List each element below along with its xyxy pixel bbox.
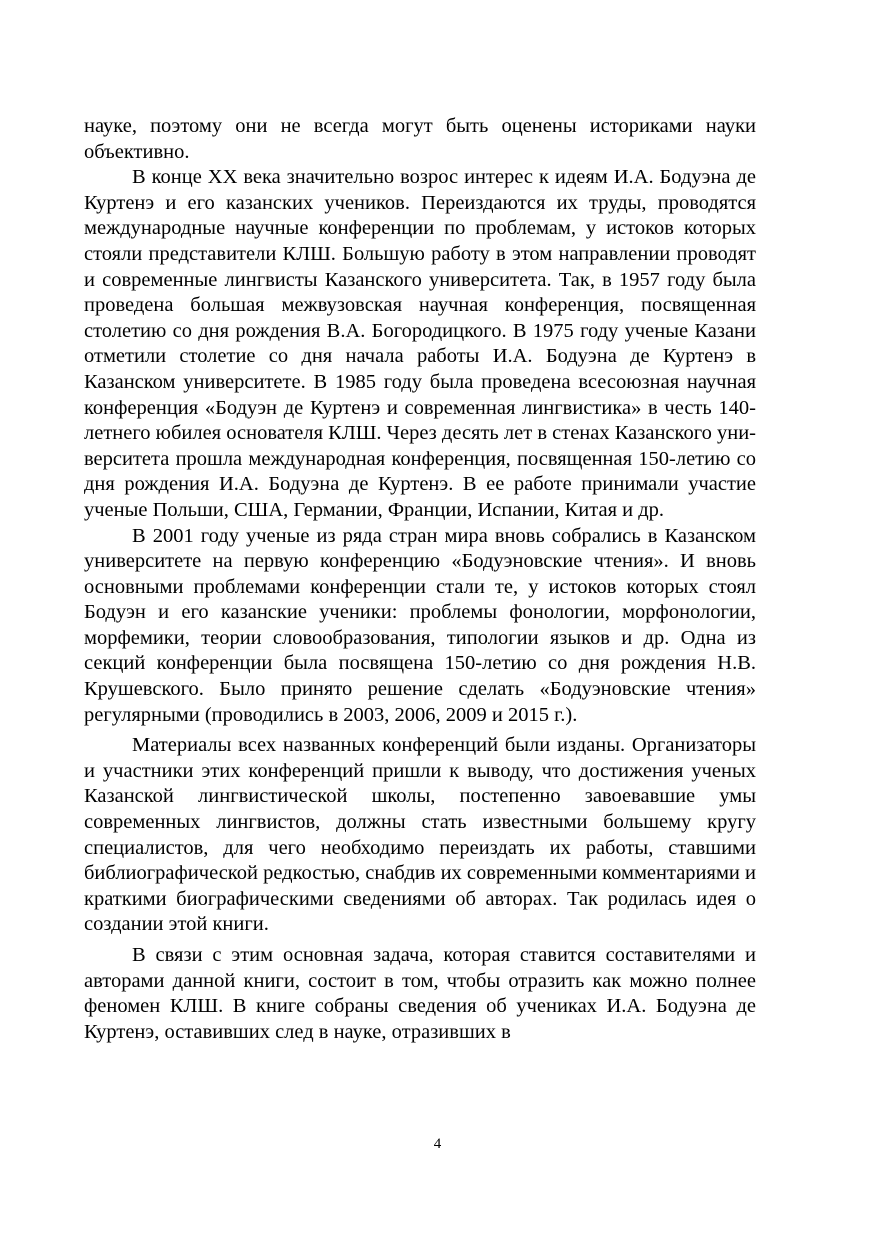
paragraph: Материалы всех названных конференций были изданы. Организаторы и участники этих конференций пришли к выводу, что достижения ученых Казанской лингвистической школы, постепенно завоевавшие умы современных лингвистов, должны стать известными большему кругу специалистов, для чего необходимо переиздать их работы, ставшими библиографической редкостью, снабдив их современными комментариями и краткими биографическими сведениями об авторах. Так родилась идея о создании этой книги.	[84, 734, 756, 936]
paragraph: В конце XX века значительно возрос интерес к идеям И.А. Бодуэна де Куртенэ и его казанских учеников. Переиздаются их труды, проводятся международные научные конференции по проблемам, у истоков которых стояли представители КЛШ. Большую работу в этом направлении проводят и современные лингвисты Казанского университета. Так, в 1957 году была проведена большая межвузовская научная конференция, посвященная столетию со дня рождения В.А. Богородицкого. В 1975 году ученые Казани отметили столетие со дня начала работы И.А. Бодуэна де Куртенэ в Казанском университете. В 1985 году была проведена всесоюзная научная конференция «Бодуэн де Куртенэ и современная лингвистика» в честь 140-летнего юбилея основателя КЛШ. Через десять лет в стенах Казанского университета прошла международная конференция, посвященная 150-летию со дня рождения И.А. Бодуэна де Куртенэ. В ее работе принимали участие ученые Польши, США, Германии, Франции, Испании, Китая и др.	[84, 166, 756, 521]
page-number: 4	[433, 1136, 442, 1152]
body-text	[84, 114, 756, 1045]
paragraph: В 2001 году ученые из ряда стран мира вновь собрались в Казанском университете на первую конференцию «Бодуэновские чтения». И вновь основными проблемами конференции стали те, у истоков которых стоял Бодуэн и его казанские ученики: проблемы фонологии, морфонологии, морфемики, теории словообразования, типологии языков и др. Одна из секций конференции была посвящена 150-летию со дня рождения Н.В. Крушевского. Было принято решение сделать «Бодуэновские чтения» регулярными (проводились в 2003, 2006, 2009 и 2015 г.).	[84, 524, 756, 726]
paragraph: науке, поэтому они не всегда могут быть оценены историками науки объективно.	[84, 115, 756, 163]
paragraph: В связи с этим основная задача, которая ставится составителями и авторами данной книги, состоит в том, чтобы отразить как можно полнее феномен КЛШ. В книге собраны сведения об учениках И.А. Бодуэна де Куртенэ, оставивших след в науке, отразивших в	[84, 944, 756, 1043]
